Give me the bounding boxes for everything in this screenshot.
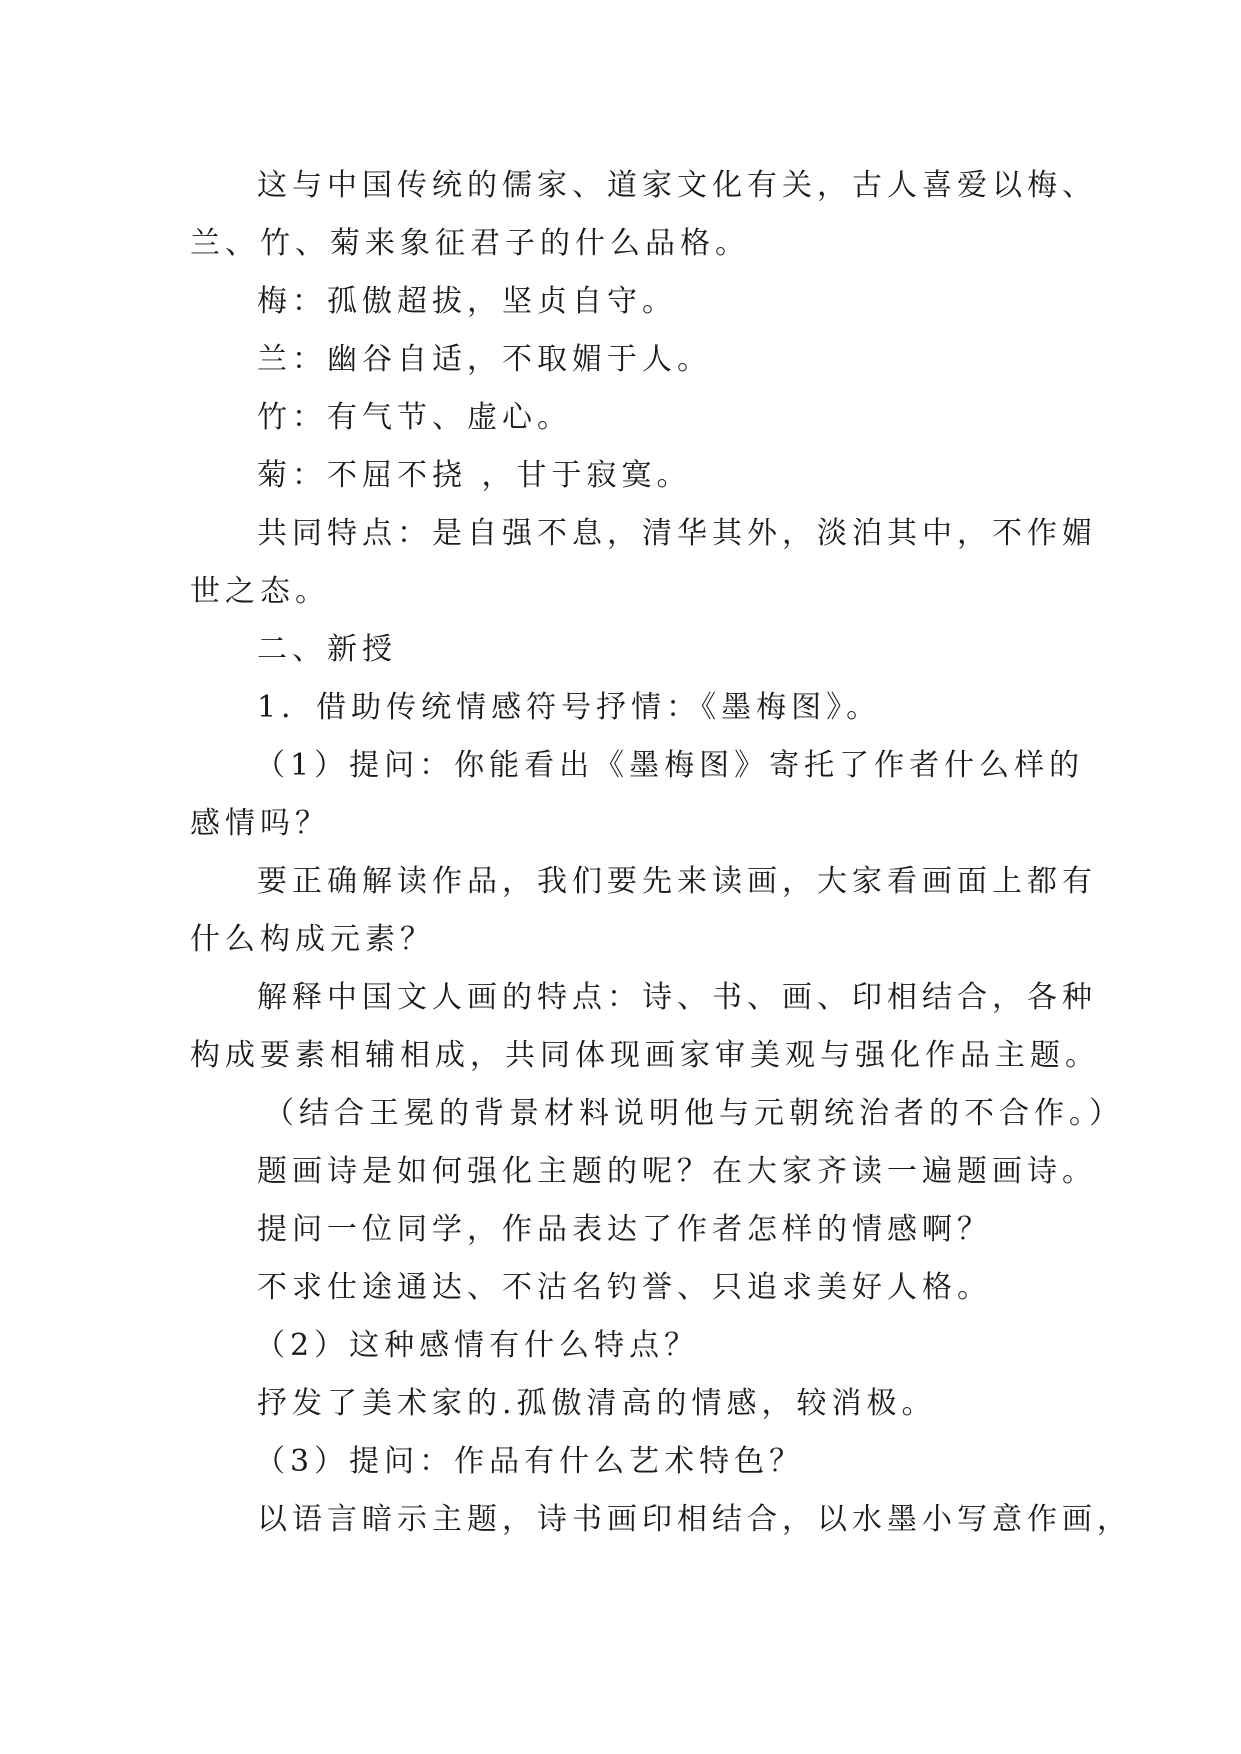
paragraph-line: （1）提问：你能看出《墨梅图》寄托了作者什么样的 [255, 748, 1085, 783]
paragraph-line: 兰：幽谷自适，不取媚于人。 [257, 342, 712, 377]
paragraph-line: 要正确解读作品，我们要先来读画，大家看画面上都有 [257, 864, 1097, 899]
paragraph-line: （2）这种感情有什么特点？ [255, 1328, 700, 1363]
paragraph-line: （结合王冕的背景材料说明他与元朝统治者的不合作。） [264, 1096, 1124, 1131]
paragraph-line: 共同特点：是自强不息，清华其外，淡泊其中，不作媚 [257, 516, 1097, 551]
paragraph-line: 抒发了美术家的.孤傲清高的情感，较消极。 [257, 1386, 937, 1421]
paragraph-line: 菊：不屈不挠 ，甘于寂寞。 [257, 458, 692, 493]
section-heading: 二、新授 [257, 632, 397, 667]
paragraph-line: 不求仕途通达、不沽名钓誉、只追求美好人格。 [257, 1270, 992, 1305]
paragraph-line: 题画诗是如何强化主题的呢？在大家齐读一遍题画诗。 [257, 1154, 1097, 1189]
paragraph-line: 以语言暗示主题，诗书画印相结合，以水墨小写意作画， [257, 1502, 1132, 1537]
paragraph-line: 感情吗？ [190, 806, 330, 841]
paragraph-line: 这与中国传统的儒家、道家文化有关，古人喜爱以梅、 [257, 168, 1097, 203]
paragraph-line: 梅：孤傲超拔，坚贞自守。 [257, 284, 677, 319]
paragraph-line: 世之态。 [190, 574, 330, 609]
subsection-heading: 1．借助传统情感符号抒情：《墨梅图》。 [257, 690, 882, 725]
paragraph-line: 兰、竹、菊来象征君子的什么品格。 [190, 226, 750, 261]
paragraph-line: 竹：有气节、虚心。 [257, 400, 572, 435]
paragraph-line: 构成要素相辅相成，共同体现画家审美观与强化作品主题。 [190, 1038, 1100, 1073]
paragraph-line: 什么构成元素？ [190, 922, 435, 957]
paragraph-line: 解释中国文人画的特点：诗、书、画、印相结合，各种 [257, 980, 1097, 1015]
paragraph-line: （3）提问：作品有什么艺术特色？ [255, 1444, 805, 1479]
paragraph-line: 提问一位同学，作品表达了作者怎样的情感啊？ [257, 1212, 992, 1247]
